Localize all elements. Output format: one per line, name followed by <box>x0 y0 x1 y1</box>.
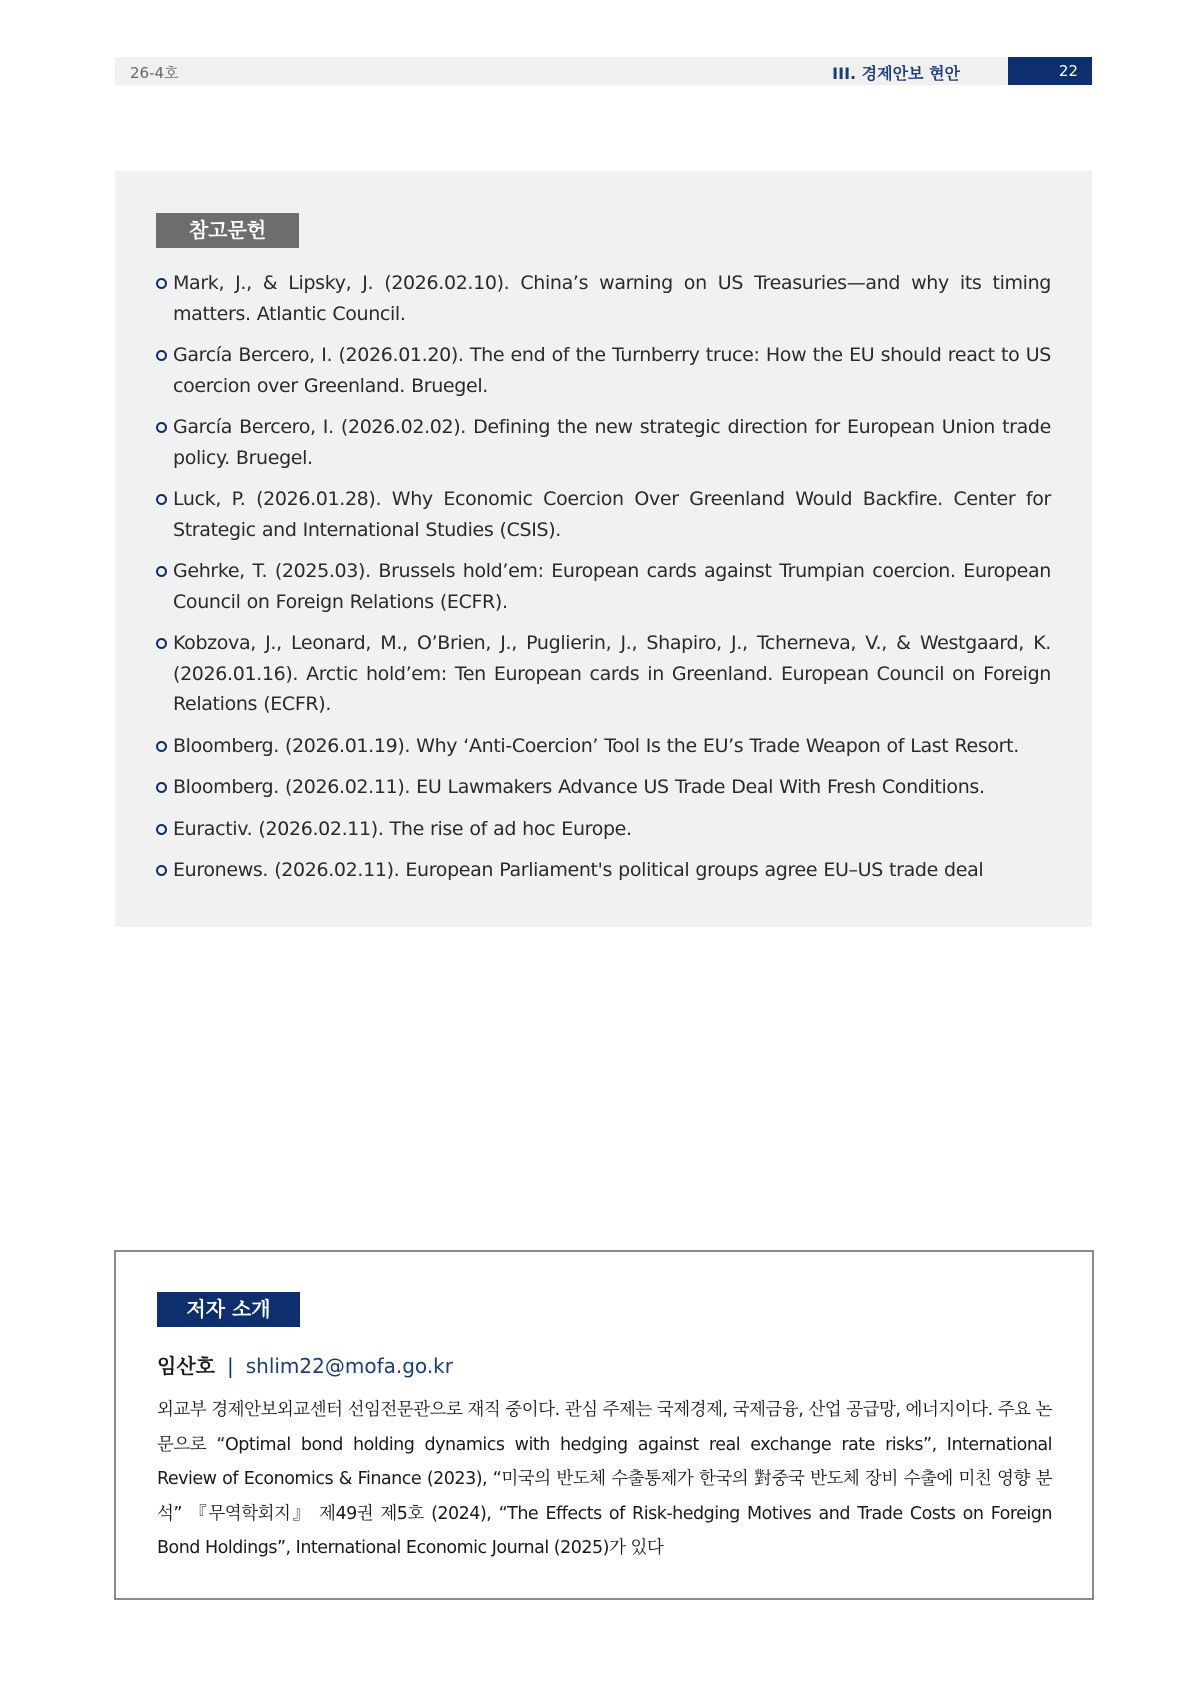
reference-item <box>156 772 1051 803</box>
reference-text: Luck, P. (2026.01.28). Why Economic Coercion Over Greenland Would Backfire. Center for Strategic and International Studies (CSIS). <box>173 488 1051 541</box>
author-bio: 외교부 경제안보외교센터 선임전문관으로 재직 중이다. 관심 주제는 국제경제, 국제금융, 산업 공급망, 에너지이다. 주요 논문으로 “Optimal bond holding dynamics with hedging against real exchange rate risks”, International Review of Economics & Finance (2023), “미국의 반도체 수출통제가 한국의 對중국 반도체 장비 수출에 미친 영향 분석” 『무역학회지』 제49권 제5호 (2024), “The Effects of Risk-hedging Motives and Trade Costs on Foreign Bond Holdings”, International Economic Journal (2025)가 있다 <box>157 1400 1052 1558</box>
author-name: 임산호 <box>157 1354 215 1378</box>
circle-bullet-icon <box>156 566 167 577</box>
reference-item <box>156 340 1051 401</box>
author-email: shlim22@mofa.go.kr <box>245 1354 453 1378</box>
reference-text: Bloomberg. (2026.02.11). EU Lawmakers Advance US Trade Deal With Fresh Conditions. <box>173 776 985 798</box>
section-title: III. 경제안보 현안 <box>832 64 960 83</box>
circle-bullet-icon <box>156 494 167 505</box>
circle-bullet-icon <box>156 422 167 433</box>
reference-text: Kobzova, J., Leonard, M., O’Brien, J., Puglierin, J., Shapiro, J., Tcherneva, V., & Westgaard, K. (2026.01.16). Arctic hold’em: Ten European cards in Greenland. European Council on Foreign Relations (ECFR). <box>173 632 1051 715</box>
reference-text: García Bercero, I. (2026.01.20). The end of the Turnberry truce: How the EU should react to US coercion over Greenland. Bruegel. <box>173 344 1051 397</box>
page-number: 22 <box>1008 57 1092 85</box>
reference-item <box>156 268 1051 329</box>
circle-bullet-icon <box>156 824 167 835</box>
reference-item <box>156 855 1051 886</box>
reference-item <box>156 628 1051 720</box>
circle-bullet-icon <box>156 638 167 649</box>
author-contact <box>157 1350 453 1379</box>
reference-item <box>156 556 1051 617</box>
reference-text: Mark, J., & Lipsky, J. (2026.02.10). China’s warning on US Treasuries—and why its timing matters. Atlantic Council. <box>173 272 1051 325</box>
circle-bullet-icon <box>156 865 167 876</box>
reference-item <box>156 412 1051 473</box>
author-separator: | <box>226 1354 234 1378</box>
author-heading: 저자 소개 <box>157 1292 300 1327</box>
references-heading: 참고문헌 <box>156 213 299 248</box>
reference-item <box>156 814 1051 845</box>
circle-bullet-icon <box>156 278 167 289</box>
circle-bullet-icon <box>156 741 167 752</box>
author-intro-box <box>114 1250 1094 1600</box>
circle-bullet-icon <box>156 350 167 361</box>
reference-text: Euractiv. (2026.02.11). The rise of ad hoc Europe. <box>173 817 632 840</box>
reference-item <box>156 731 1051 762</box>
references-list <box>156 268 1051 897</box>
reference-text: García Bercero, I. (2026.02.02). Defining the new strategic direction for European Union trade policy. Bruegel. <box>173 416 1051 469</box>
reference-text: Bloomberg. (2026.01.19). Why ‘Anti-Coercion’ Tool Is the EU’s Trade Weapon of Last Resort. <box>173 734 1019 757</box>
reference-item <box>156 484 1051 545</box>
issue-number: 26-4호 <box>130 64 179 82</box>
reference-text: Euronews. (2026.02.11). European Parliament's political groups agree EU–US trade deal <box>173 859 984 881</box>
references-panel <box>115 171 1092 927</box>
circle-bullet-icon <box>156 782 167 793</box>
reference-text: Gehrke, T. (2025.03). Brussels hold’em: European cards against Trumpian coercion. European Council on Foreign Relations (ECFR). <box>173 560 1051 613</box>
page-header <box>115 57 1092 85</box>
